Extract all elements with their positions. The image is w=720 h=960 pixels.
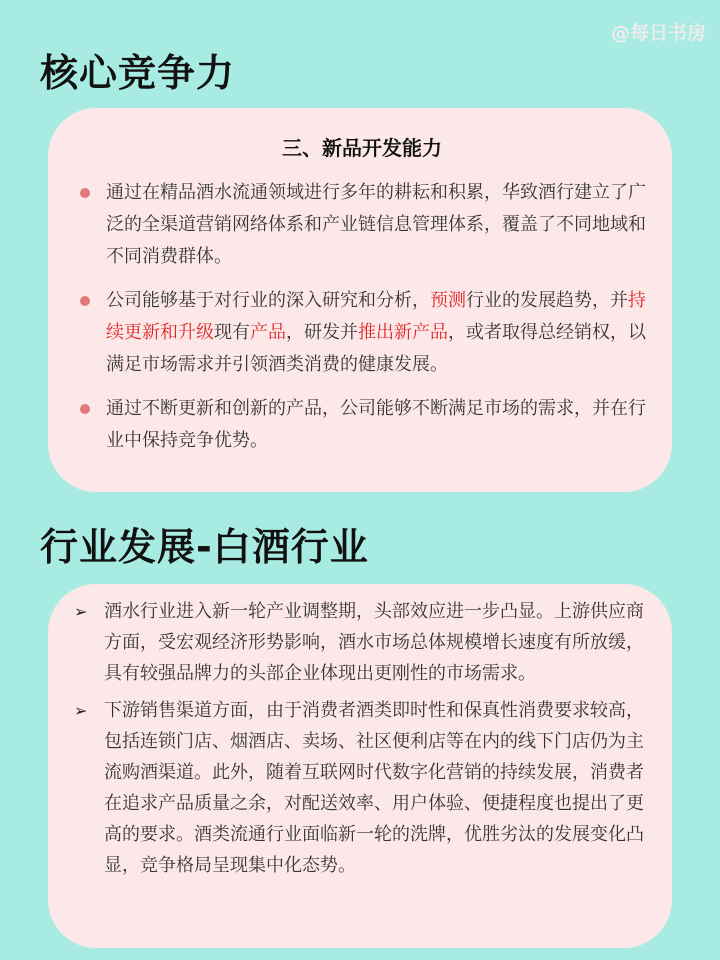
list-item-text: 通过在精品酒水流通领域进行多年的耕耘和积累，华致酒行建立了广泛的全渠道营销网络体系和产业链信息管理体系，覆盖了不同地域和不同消费群体。 [106,182,646,267]
list-item [78,285,646,381]
highlight-text: 产品 [250,322,286,343]
text-segment: 公司能够基于对行业的深入研究和分析， [106,290,430,311]
list-item-text: 下游销售渠道方面，由于消费者酒类即时性和保真性消费要求较高，包括连锁门店、烟酒店、卖场、社区便利店等在内的线下门店仍为主流购酒渠道。此外，随着互联网时代数字化营销的持续发展，消费者在追求产品质量之余，对配送效率、用户体验、便捷程度也提出了更高的要求。酒类流通行业面临新一轮的洗牌，优胜劣汰的发展变化凸显，竞争格局呈现集中化态势。 [104,700,644,876]
list-item [78,177,646,273]
text-segment: 行业的发展趋势，并 [466,290,628,311]
dot-bullet-icon [80,296,90,306]
text-segment: ，或者取得总经销权，以满足市场需求并引领酒类消费的健康发展。 [106,322,646,375]
list-item-text: 酒水行业进入新一轮产业调整期，头部效应进一步凸显。上游供应商方面，受宏观经济形势影响，酒水市场总体规模增长速度有所放缓，具有较强品牌力的头部企业体现出更刚性的市场需求。 [104,601,644,684]
dot-bullet-icon [80,188,90,198]
watermark: @每日书房 [610,22,706,44]
arrow-bullet-icon: ➢ [74,602,88,621]
card-industry-development [48,584,672,948]
list-item-text: 通过不断更新和创新的产品，公司能够不断满足市场的需求，并在行业中保持竞争优势。 [106,398,646,451]
highlight-text: 推出新产品 [358,322,448,343]
list-item-text [106,290,646,375]
card-new-product-development [48,108,672,492]
section-title-core-competence: 核心竞争力 [40,51,236,95]
highlight-text: 持续更新和升级 [106,290,646,343]
list-item [74,596,646,689]
list-item [78,393,646,457]
list-item [74,695,646,881]
arrow-bullet-icon: ➢ [74,701,88,720]
highlight-text: 预测 [430,290,466,311]
dot-bullet-icon [80,404,90,414]
card-title: 三、新品开发能力 [282,136,442,160]
text-segment: 现有 [214,322,250,343]
section-title-industry-development: 行业发展-白酒行业 [40,525,369,569]
text-segment: ，研发并 [286,322,358,343]
